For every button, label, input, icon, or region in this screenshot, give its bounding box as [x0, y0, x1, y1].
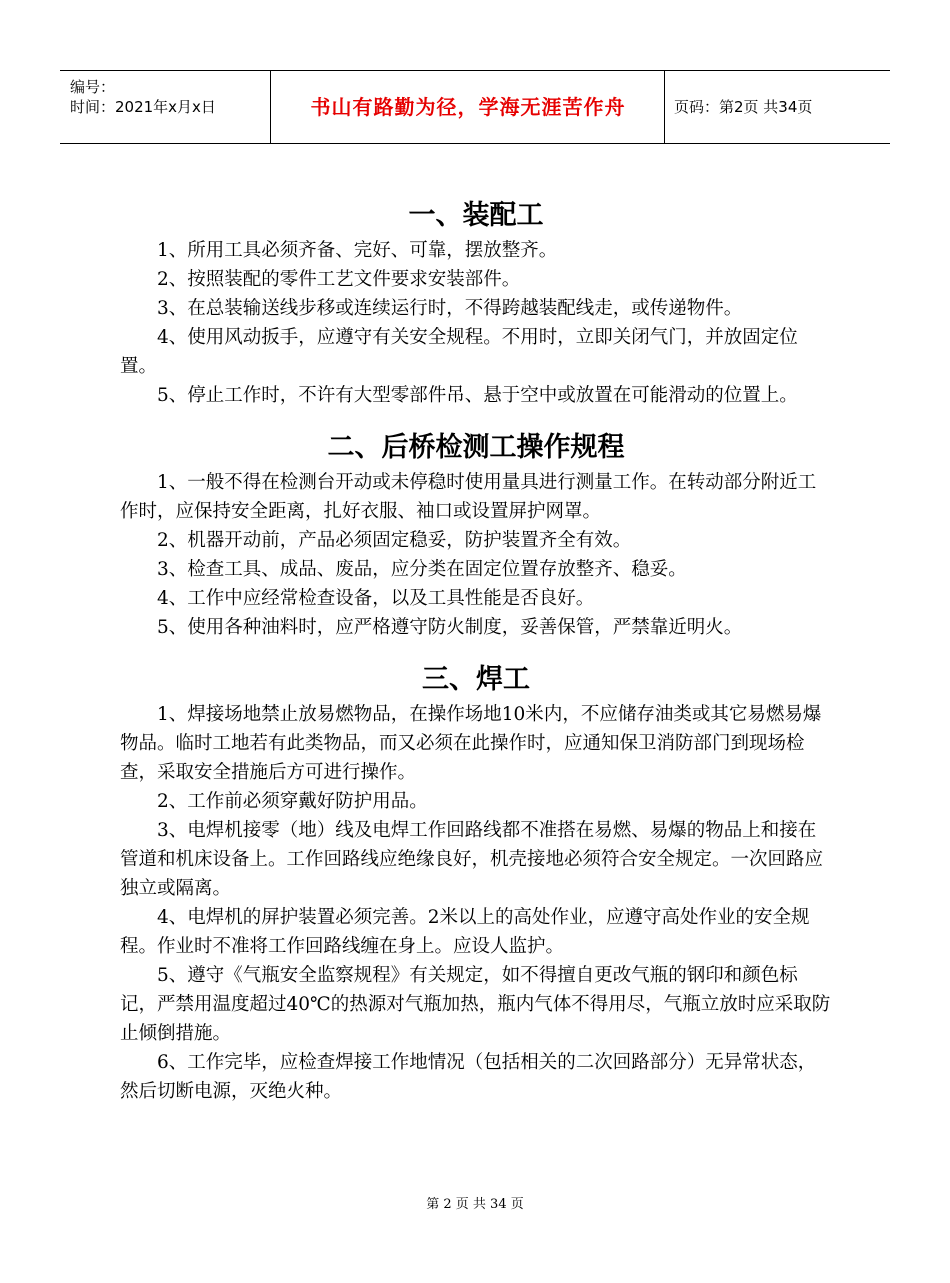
document-time-label: 时间：2021年x月x日	[70, 98, 216, 116]
paragraph: 6、工作完毕，应检查焊接工作地情况（包括相关的二次回路部分）无异常状态，然后切断电源，灭绝火种。	[120, 1052, 817, 1102]
header-meta	[70, 77, 216, 117]
header-divider	[664, 71, 665, 143]
paragraph: 3、在总装输送线步移或连续运行时，不得跨越装配线走，或传递物件。	[157, 298, 743, 319]
document-number-label: 编号：	[70, 78, 116, 96]
paragraph: 4、使用风动扳手，应遵守有关安全规程。不用时，立即关闭气门，并放固定位置。	[120, 327, 798, 377]
section-rear-axle-inspection	[120, 428, 832, 642]
page-header	[60, 70, 890, 144]
page-footer: 第 2 页 共 34 页	[426, 1197, 524, 1212]
paragraph: 1、所用工具必须齐备、完好、可靠，摆放整齐。	[157, 240, 558, 261]
section-title: 二、后桥检测工操作规程	[327, 432, 625, 463]
paragraph: 4、工作中应经常检查设备，以及工具性能是否良好。	[157, 588, 595, 609]
paragraph: 3、电焊机接零（地）线及电焊工作回路线都不准搭在易燃、易爆的物品上和接在管道和机床设备上。工作回路线应绝缘良好，机壳接地必须符合安全规定。一次回路应独立或隔离。	[120, 820, 824, 899]
paragraph: 4、电焊机的屏护装置必须完善。2米以上的高处作业，应遵守高处作业的安全规程。作业时不准将工作回路线缠在身上。应设人监护。	[120, 907, 810, 957]
paragraph: 5、遵守《气瓶安全监察规程》有关规定，如不得擅自更改气瓶的钢印和颜色标记，严禁用温度超过40℃的热源对气瓶加热，瓶内气体不得用尽，气瓶立放时应采取防止倾倒措施。	[120, 965, 831, 1044]
paragraph: 2、机器开动前，产品必须固定稳妥，防护装置齐全有效。	[157, 530, 632, 551]
header-divider	[270, 71, 271, 143]
header-page-info: 页码：第2页 共34页	[674, 98, 813, 116]
paragraph: 1、焊接场地禁止放易燃物品，在操作场地10米内，不应储存油类或其它易燃易爆物品。临时工地若有此类物品，而又必须在此操作时，应通知保卫消防部门到现场检查，采取安全措施后方可进行操作。	[120, 704, 822, 783]
paragraph: 5、停止工作时，不许有大型零部件吊、悬于空中或放置在可能滑动的位置上。	[157, 385, 798, 406]
paragraph: 5、使用各种油料时，应严格遵守防火制度，妥善保管，严禁靠近明火。	[157, 617, 743, 638]
section-title: 三、焊工	[422, 664, 530, 695]
header-motto: 书山有路勤为径，学海无涯苦作舟	[310, 95, 626, 119]
document-body	[120, 196, 832, 1106]
section-title: 一、装配工	[408, 200, 544, 231]
section-welding	[120, 660, 832, 1106]
paragraph: 3、检查工具、成品、废品，应分类在固定位置存放整齐、稳妥。	[157, 559, 687, 580]
paragraph: 2、工作前必须穿戴好防护用品。	[157, 791, 428, 812]
paragraph: 1、一般不得在检测台开动或未停稳时使用量具进行测量工作。在转动部分附近工作时，应保持安全距离，扎好衣服、袖口或设置屏护网罩。	[120, 472, 817, 522]
paragraph: 2、按照装配的零件工艺文件要求安装部件。	[157, 269, 521, 290]
section-assembly	[120, 196, 832, 410]
